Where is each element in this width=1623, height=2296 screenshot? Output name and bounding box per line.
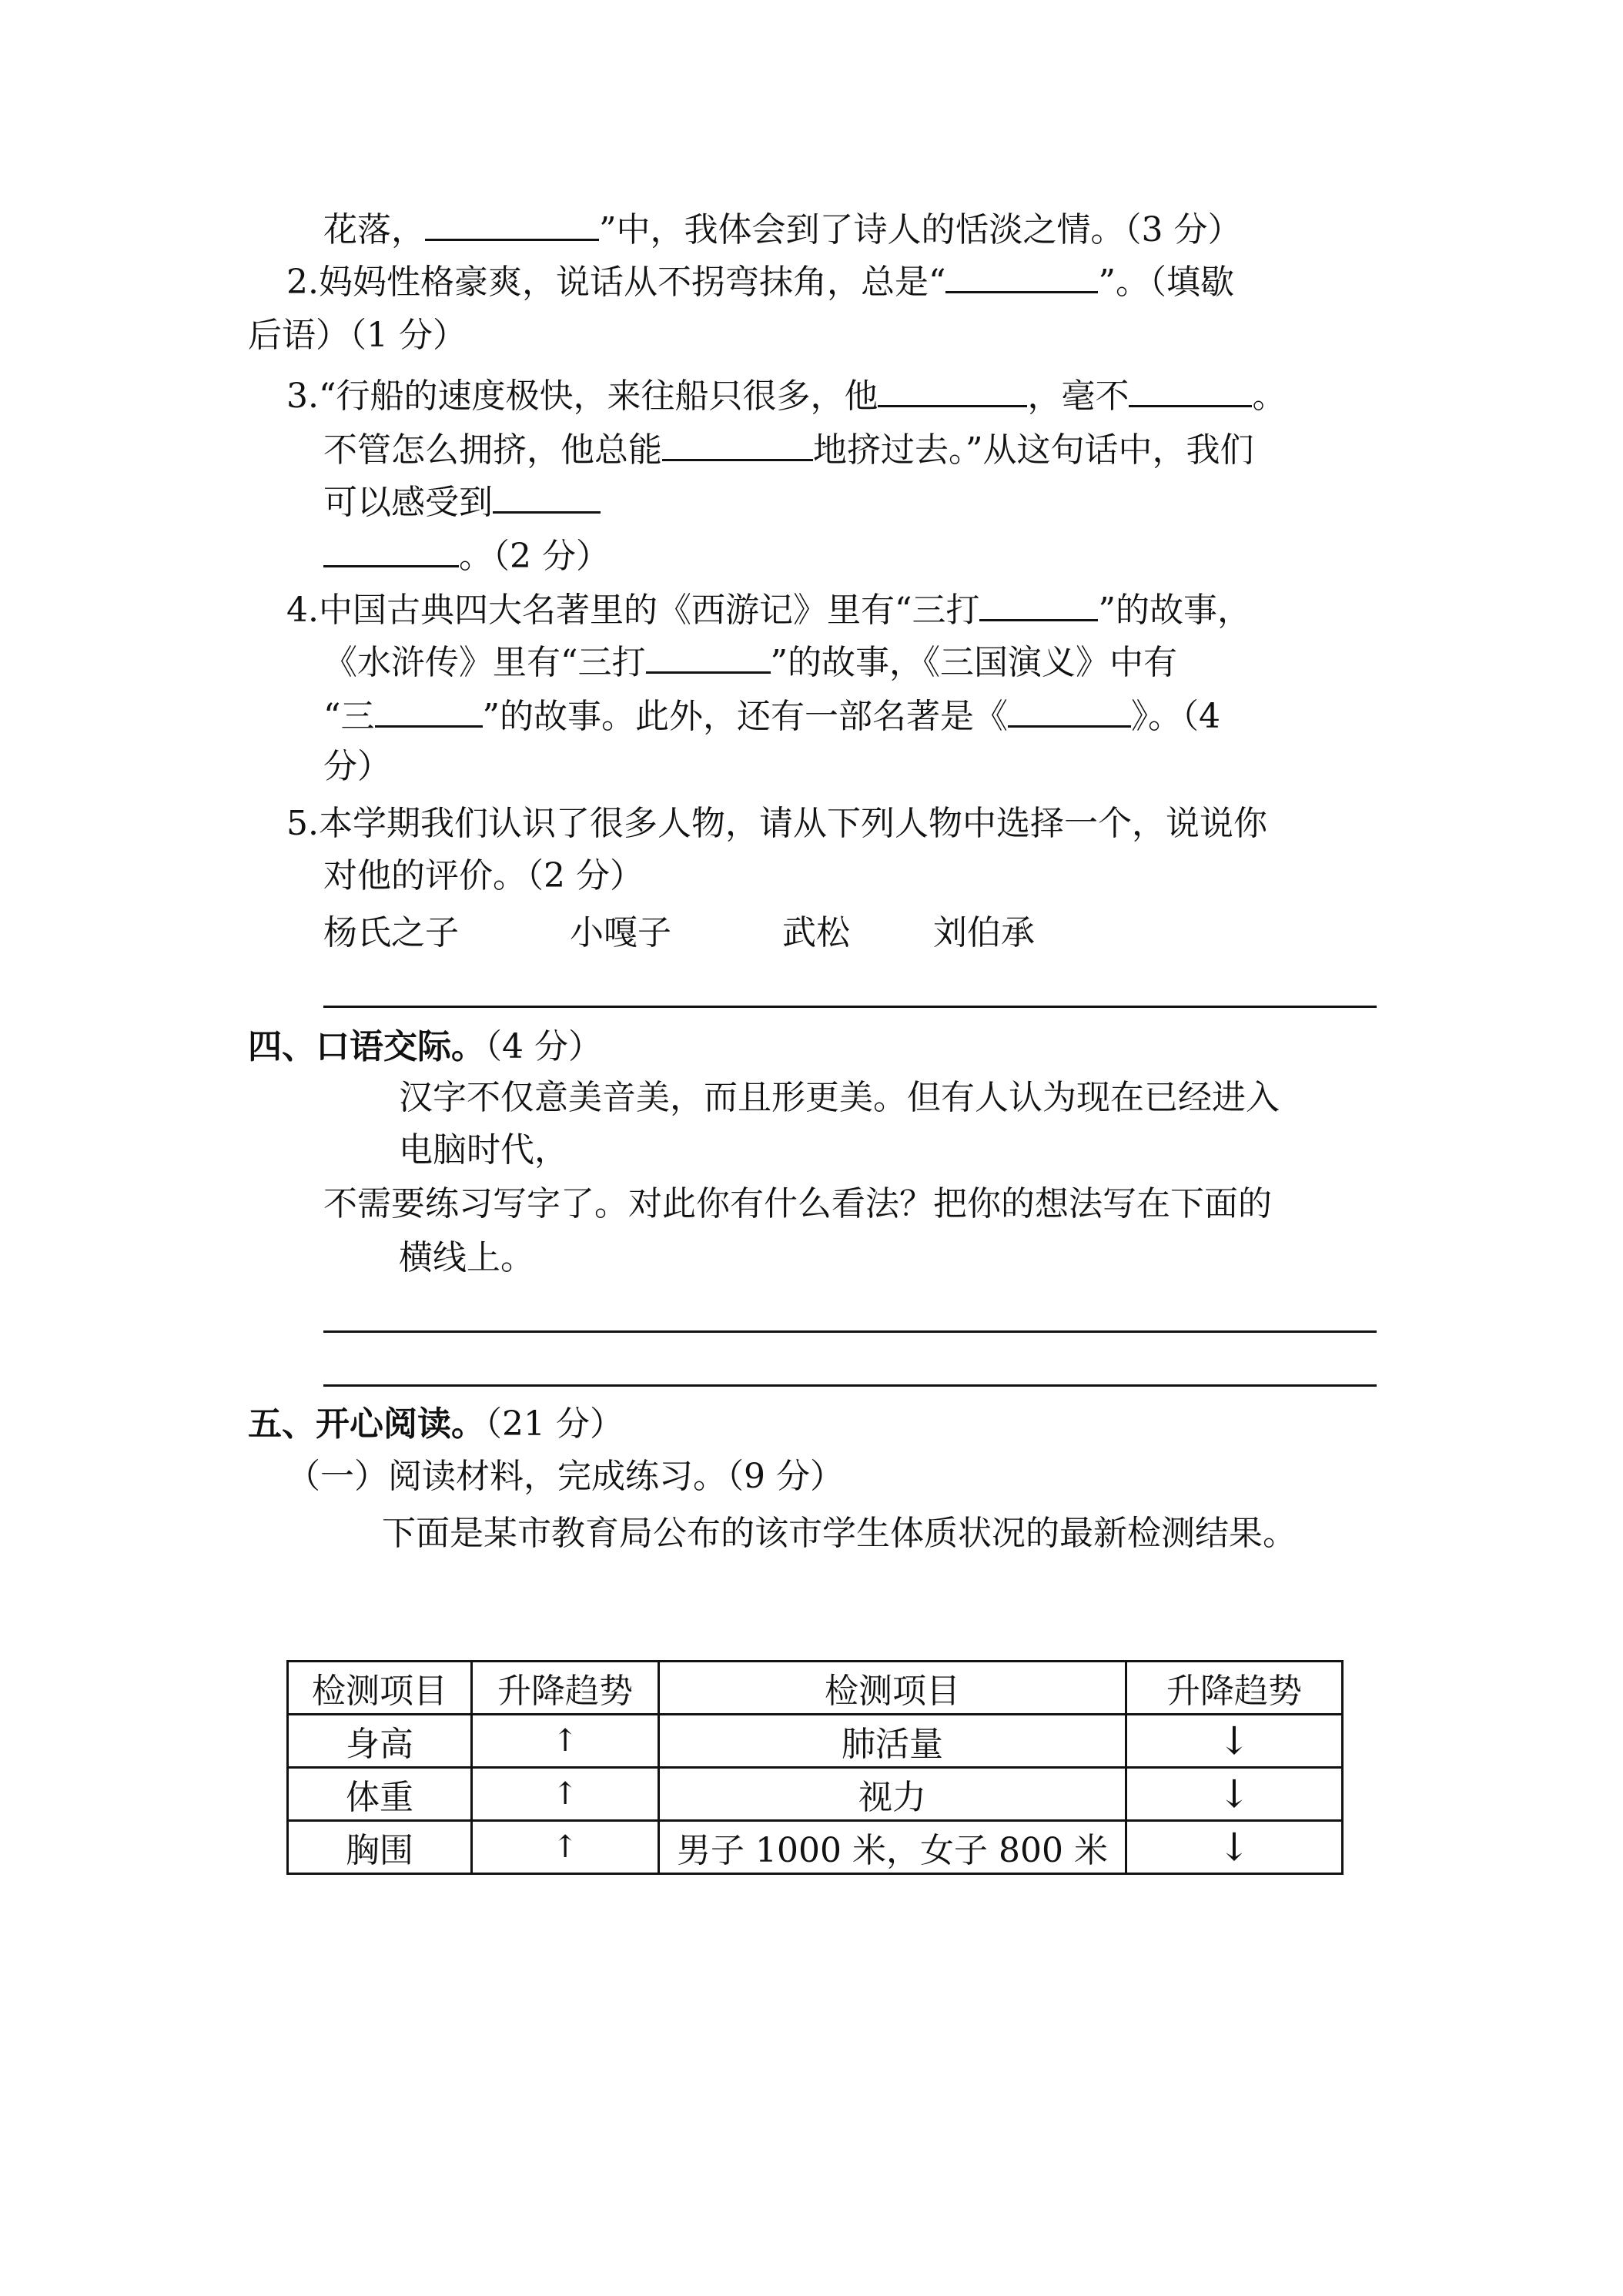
answer-blank[interactable] — [1129, 371, 1252, 407]
q5-line2: 对他的评价。（2 分） — [323, 856, 644, 895]
fitness-results-table — [286, 1660, 1344, 1875]
answer-blank[interactable] — [323, 531, 459, 567]
answer-blank[interactable] — [979, 585, 1098, 621]
section4-p1: 汉字不仅意美音美，而且形更美。但有人认为现在已经进入 — [399, 1078, 1280, 1117]
section4-heading: 四、口语交际。（4 分） — [248, 1027, 602, 1066]
section5-sub1: （一）阅读材料，完成练习。（9 分） — [286, 1457, 844, 1496]
section4-answer-line-2[interactable] — [323, 1384, 1377, 1387]
q4-line1: 4.中国古典四大名著里的《西游记》里有“三打 ”的故事， — [286, 585, 1251, 634]
table-header: 升降趋势 — [472, 1662, 659, 1715]
section5-heading: 五、开心阅读。（21 分） — [248, 1404, 624, 1444]
q3-line3: 可以感受到 — [323, 477, 601, 526]
q1-tail-line: 花落， ”中，我体会到了诗人的恬淡之情。（3 分） — [323, 205, 1241, 253]
q5-line1: 5.本学期我们认识了很多人物，请从下列人物中选择一个，说说你 — [286, 804, 1267, 843]
table-row — [288, 1715, 1343, 1768]
table-cell: 体重 — [288, 1768, 472, 1821]
table-cell: 视力 — [659, 1768, 1126, 1821]
down-arrow-icon: ↓ — [1126, 1821, 1343, 1874]
table-header: 检测项目 — [659, 1662, 1126, 1715]
q4-line2: 《水浒传》里有“三打 ”的故事，《三国演义》中有 — [323, 638, 1177, 686]
section4-p4: 横线上。 — [399, 1238, 534, 1277]
section4-answer-line-1[interactable] — [323, 1330, 1377, 1333]
q3-line4: 。（2 分） — [323, 531, 610, 580]
section4-p2: 电脑时代， — [399, 1130, 568, 1170]
answer-blank[interactable] — [493, 477, 601, 514]
up-arrow-icon: ↑ — [472, 1768, 659, 1821]
q5-answer-line[interactable] — [323, 1006, 1377, 1008]
table-cell: 身高 — [288, 1715, 472, 1768]
q5-name-2: 小嘎子 — [570, 913, 671, 952]
q2-line1: 2.妈妈性格豪爽，说话从不拐弯抹角，总是“ ”。（填歇 — [286, 257, 1234, 306]
down-arrow-icon: ↓ — [1126, 1768, 1343, 1821]
table-header: 升降趋势 — [1126, 1662, 1343, 1715]
table-row — [288, 1821, 1343, 1874]
answer-blank[interactable] — [1008, 691, 1131, 728]
table-header-row — [288, 1662, 1343, 1715]
answer-blank[interactable] — [425, 205, 599, 241]
table-cell: 肺活量 — [659, 1715, 1126, 1768]
section5-intro: 下面是某市教育局公布的该市学生体质状况的最新检测结果。 — [382, 1514, 1297, 1553]
answer-blank[interactable] — [375, 691, 483, 728]
up-arrow-icon: ↑ — [472, 1821, 659, 1874]
q4-line3: “三 ”的故事。此外，还有一部名著是《 》。（4 — [323, 691, 1220, 740]
q5-name-4: 刘伯承 — [933, 913, 1035, 952]
down-arrow-icon: ↓ — [1126, 1715, 1343, 1768]
q3-line1: 3.“行船的速度极快，来往船只很多，他 ，毫不 。 — [286, 371, 1286, 420]
q5-name-1: 杨氏之子 — [323, 913, 459, 952]
table-row — [288, 1768, 1343, 1821]
up-arrow-icon: ↑ — [472, 1715, 659, 1768]
table-cell: 胸围 — [288, 1821, 472, 1874]
answer-blank[interactable] — [878, 371, 1027, 407]
answer-blank[interactable] — [662, 425, 813, 461]
q5-name-3: 武松 — [782, 913, 850, 952]
section4-p3: 不需要练习写字了。对此你有什么看法？把你的想法写在下面的 — [323, 1184, 1272, 1223]
answer-blank[interactable] — [646, 638, 771, 674]
table-cell: 男子 1000 米，女子 800 米 — [659, 1821, 1126, 1874]
table-header: 检测项目 — [288, 1662, 472, 1715]
q4-line4: 分） — [323, 747, 391, 786]
q3-line2: 不管怎么拥挤，他总能 地挤过去。”从这句话中，我们 — [323, 425, 1254, 474]
q2-line2: 后语）（1 分） — [248, 316, 467, 355]
answer-blank[interactable] — [945, 257, 1098, 293]
